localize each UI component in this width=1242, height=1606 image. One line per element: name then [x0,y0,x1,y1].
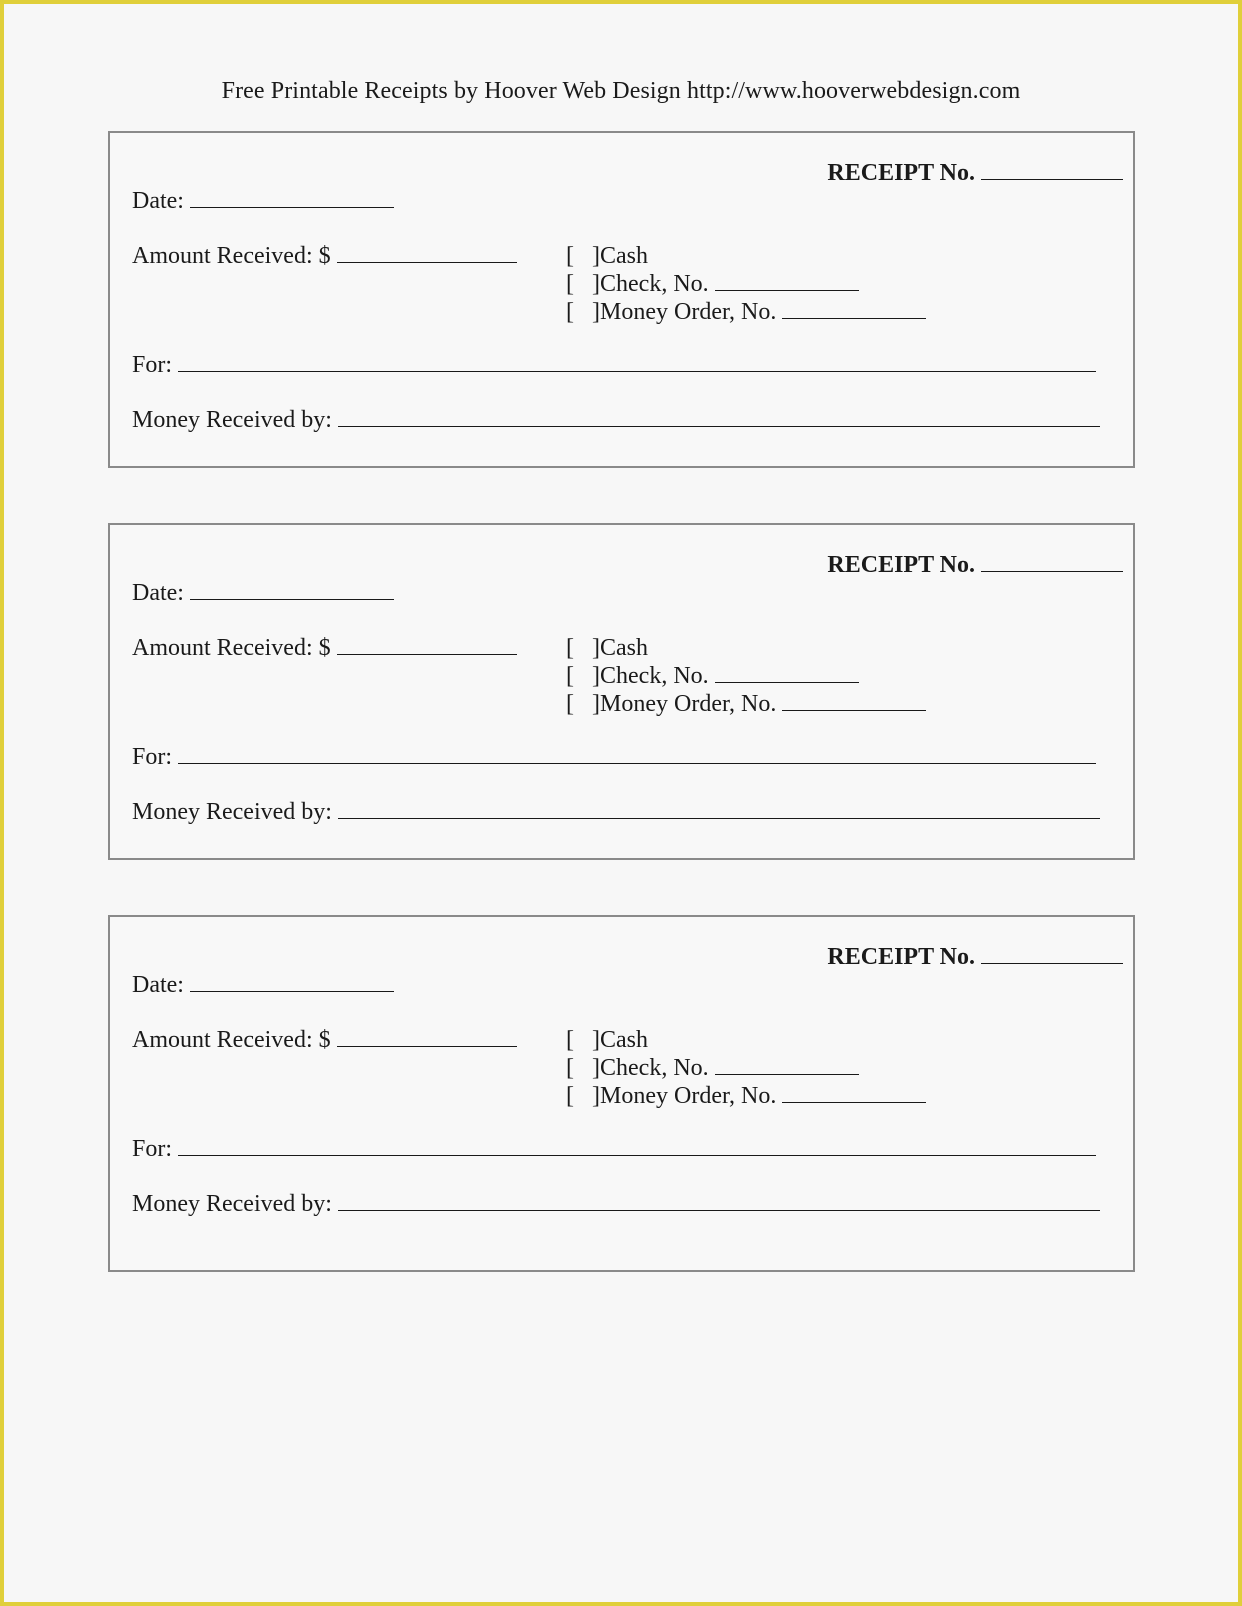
received-by-row [132,798,1100,826]
for-label: For: [132,1136,173,1162]
amount-row [132,242,517,270]
amount-row [132,1026,517,1054]
payment-option-money-order [566,690,926,718]
received-by-field[interactable] [338,1190,1100,1211]
receipt-number-label: RECEIPT No. [827,552,975,578]
received-by-field[interactable] [338,406,1100,427]
check-label: Check, No. [600,271,709,297]
payment-option-cash [566,1026,648,1054]
money-order-label: Money Order, No. [600,1083,777,1109]
cash-checkbox[interactable]: [ ] [566,1027,606,1053]
received-by-label: Money Received by: [132,1191,332,1217]
money-order-label: Money Order, No. [600,299,777,325]
receipt-number-field[interactable] [981,159,1123,180]
for-field[interactable] [178,351,1096,372]
date-label: Date: [132,972,184,998]
date-label: Date: [132,188,184,214]
for-label: For: [132,744,173,770]
amount-field[interactable] [337,1026,517,1047]
money-order-number-field[interactable] [782,1082,926,1103]
received-by-field[interactable] [338,798,1100,819]
receipt-number-row [827,159,1123,187]
received-by-label: Money Received by: [132,407,332,433]
receipt-number-field[interactable] [981,943,1123,964]
for-field[interactable] [178,743,1096,764]
payment-option-check [566,1054,859,1082]
payment-option-money-order [566,1082,926,1110]
check-number-field[interactable] [715,270,859,291]
for-row [132,1135,1096,1163]
cash-checkbox[interactable]: [ ] [566,243,606,269]
amount-label: Amount Received: $ [132,635,331,661]
receipt-number-field[interactable] [981,551,1123,572]
amount-field[interactable] [337,242,517,263]
received-by-row [132,406,1100,434]
amount-label: Amount Received: $ [132,243,331,269]
date-label: Date: [132,580,184,606]
cash-checkbox[interactable]: [ ] [566,635,606,661]
date-row [132,971,394,999]
date-row [132,187,394,215]
date-field[interactable] [190,579,394,600]
receipt-form [108,915,1135,1272]
money-order-number-field[interactable] [782,690,926,711]
amount-row [132,634,517,662]
cash-label: Cash [600,1027,648,1053]
page-title: Free Printable Receipts by Hoover Web Design http://www.hooverwebdesign.com [221,78,1021,104]
for-row [132,351,1096,379]
for-row [132,743,1096,771]
receipt-number-label: RECEIPT No. [827,944,975,970]
check-checkbox[interactable]: [ ] [566,663,606,689]
received-by-label: Money Received by: [132,799,332,825]
payment-option-money-order [566,298,926,326]
money-order-checkbox[interactable]: [ ] [566,299,606,325]
payment-option-check [566,662,859,690]
money-order-checkbox[interactable]: [ ] [566,691,606,717]
payment-option-cash [566,634,648,662]
check-checkbox[interactable]: [ ] [566,1055,606,1081]
check-checkbox[interactable]: [ ] [566,271,606,297]
receipt-number-row [827,551,1123,579]
receipt-number-row [827,943,1123,971]
cash-label: Cash [600,243,648,269]
money-order-number-field[interactable] [782,298,926,319]
money-order-checkbox[interactable]: [ ] [566,1083,606,1109]
check-number-field[interactable] [715,1054,859,1075]
for-field[interactable] [178,1135,1096,1156]
money-order-label: Money Order, No. [600,691,777,717]
check-label: Check, No. [600,1055,709,1081]
date-field[interactable] [190,187,394,208]
date-field[interactable] [190,971,394,992]
amount-label: Amount Received: $ [132,1027,331,1053]
check-number-field[interactable] [715,662,859,683]
receipt-form [108,523,1135,860]
amount-field[interactable] [337,634,517,655]
payment-option-check [566,270,859,298]
cash-label: Cash [600,635,648,661]
check-label: Check, No. [600,663,709,689]
for-label: For: [132,352,173,378]
receipt-form [108,131,1135,468]
receipt-number-label: RECEIPT No. [827,160,975,186]
date-row [132,579,394,607]
payment-option-cash [566,242,648,270]
received-by-row [132,1190,1100,1218]
